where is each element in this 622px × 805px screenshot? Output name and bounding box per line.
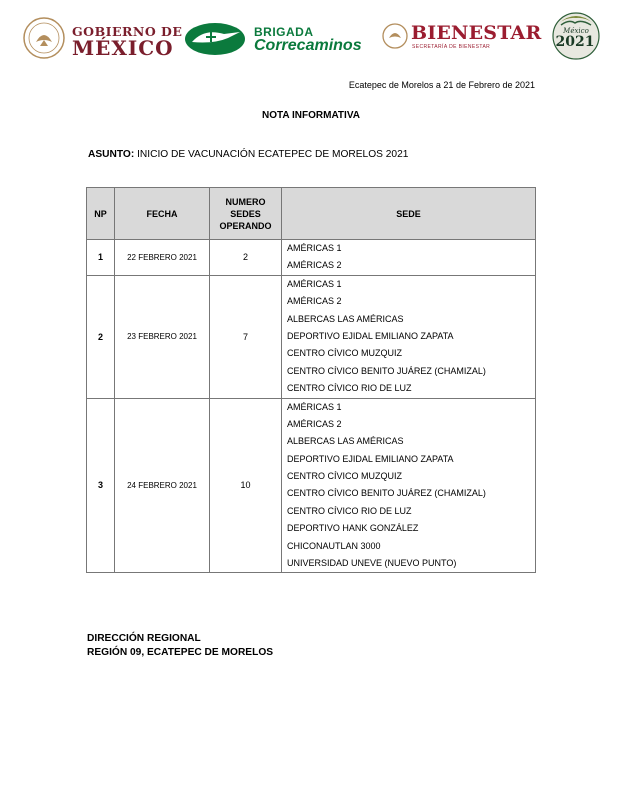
cell-sede-list	[282, 275, 536, 398]
sede-item: AMÉRICAS 2	[287, 260, 342, 271]
header-numero-line-2: SEDES	[230, 208, 261, 219]
badge-line-1: México	[563, 27, 589, 35]
subject-text: INICIO DE VACUNACIÓN ECATEPEC DE MORELOS 2021	[134, 149, 409, 160]
sede-item: UNIVERSIDAD UNEVE (NUEVO PUNTO)	[287, 558, 457, 569]
mexico-seal-icon	[22, 16, 66, 60]
badge-line-2: 2021	[555, 34, 595, 50]
sede-item: AMÉRICAS 2	[287, 296, 342, 307]
place-and-date: Ecatepec de Morelos a 21 de Febrero de 2021	[348, 80, 535, 90]
header-numero-sedes-operando	[210, 188, 282, 240]
sede-item: AMÉRICAS 1	[287, 278, 342, 289]
document-title: NOTA INFORMATIVA	[262, 110, 360, 121]
header-sede: SEDE	[282, 188, 536, 240]
table-header-row	[87, 188, 536, 240]
cell-sedes-operando: 10	[210, 398, 282, 573]
sede-item: AMÉRICAS 2	[287, 418, 342, 429]
brigada-line-2: Correcaminos	[254, 37, 362, 54]
table-row	[87, 398, 536, 573]
bienestar-line-2: SECRETARÍA DE BIENESTAR	[412, 44, 491, 50]
sede-item: ALBERCAS LAS AMÉRICAS	[287, 313, 404, 324]
table-body	[87, 240, 536, 573]
sede-item: DEPORTIVO EJIDAL EMILIANO ZAPATA	[287, 330, 454, 341]
sede-item: CENTRO CÍVICO BENITO JUÁREZ (CHAMIZAL)	[287, 365, 486, 376]
table-row	[87, 240, 536, 276]
sede-item: CENTRO CÍVICO MUZQUIZ	[287, 348, 402, 359]
bienestar-logo	[381, 20, 542, 56]
sede-item: CENTRO CÍVICO RIO DE LUZ	[287, 383, 412, 394]
cell-sedes-operando: 2	[210, 240, 282, 276]
sede-item: AMÉRICAS 1	[287, 243, 342, 253]
footer-line-2: REGIÓN 09, ECATEPEC DE MORELOS	[87, 647, 274, 658]
sede-item: DEPORTIVO HANK GONZÁLEZ	[287, 523, 419, 534]
subject-line	[88, 149, 408, 160]
footer-line-1: DIRECCIÓN REGIONAL	[87, 633, 201, 644]
sede-item: DEPORTIVO EJIDAL EMILIANO ZAPATA	[287, 453, 454, 464]
cell-fecha: 24 FEBRERO 2021	[115, 398, 210, 573]
cell-np: 2	[87, 275, 115, 398]
cell-sede-list	[282, 398, 536, 573]
sede-item: CENTRO CÍVICO BENITO JUÁREZ (CHAMIZAL)	[287, 488, 486, 499]
subject-label: ASUNTO:	[88, 149, 135, 160]
sede-item: ALBERCAS LAS AMÉRICAS	[287, 436, 404, 447]
bienestar-seal-icon	[381, 20, 409, 52]
gobierno-de-mexico-logo	[22, 16, 183, 60]
cell-fecha: 22 FEBRERO 2021	[115, 240, 210, 276]
cell-np: 3	[87, 398, 115, 573]
cell-np: 1	[87, 240, 115, 276]
gobierno-line-1: GOBIERNO DE	[72, 24, 183, 39]
mexico-2021-badge-icon	[551, 9, 601, 61]
sede-item: CHICONAUTLAN 3000	[287, 540, 381, 551]
cell-fecha: 23 FEBRERO 2021	[115, 275, 210, 398]
signature-block	[87, 632, 273, 660]
header-np: NP	[87, 188, 115, 240]
brigada-correcaminos-logo	[184, 19, 364, 59]
letterhead	[0, 0, 622, 68]
header-fecha: FECHA	[115, 188, 210, 240]
cell-sedes-operando: 7	[210, 275, 282, 398]
cell-sede-list	[282, 240, 536, 276]
bienestar-line-1: BIENESTAR	[411, 22, 542, 44]
header-numero-line-3: OPERANDO	[219, 220, 272, 231]
sede-item: CENTRO CÍVICO RIO DE LUZ	[287, 505, 412, 516]
vaccination-schedule-table	[86, 187, 536, 573]
table-row	[87, 275, 536, 398]
gobierno-line-2: MÉXICO	[72, 36, 174, 60]
brigada-line-1: BRIGADA	[254, 25, 314, 39]
sede-item: AMÉRICAS 1	[287, 401, 342, 412]
header-numero-line-1: NUMERO	[225, 196, 266, 207]
road-runner-icon	[184, 22, 246, 56]
sede-item: CENTRO CÍVICO MUZQUIZ	[287, 471, 402, 482]
